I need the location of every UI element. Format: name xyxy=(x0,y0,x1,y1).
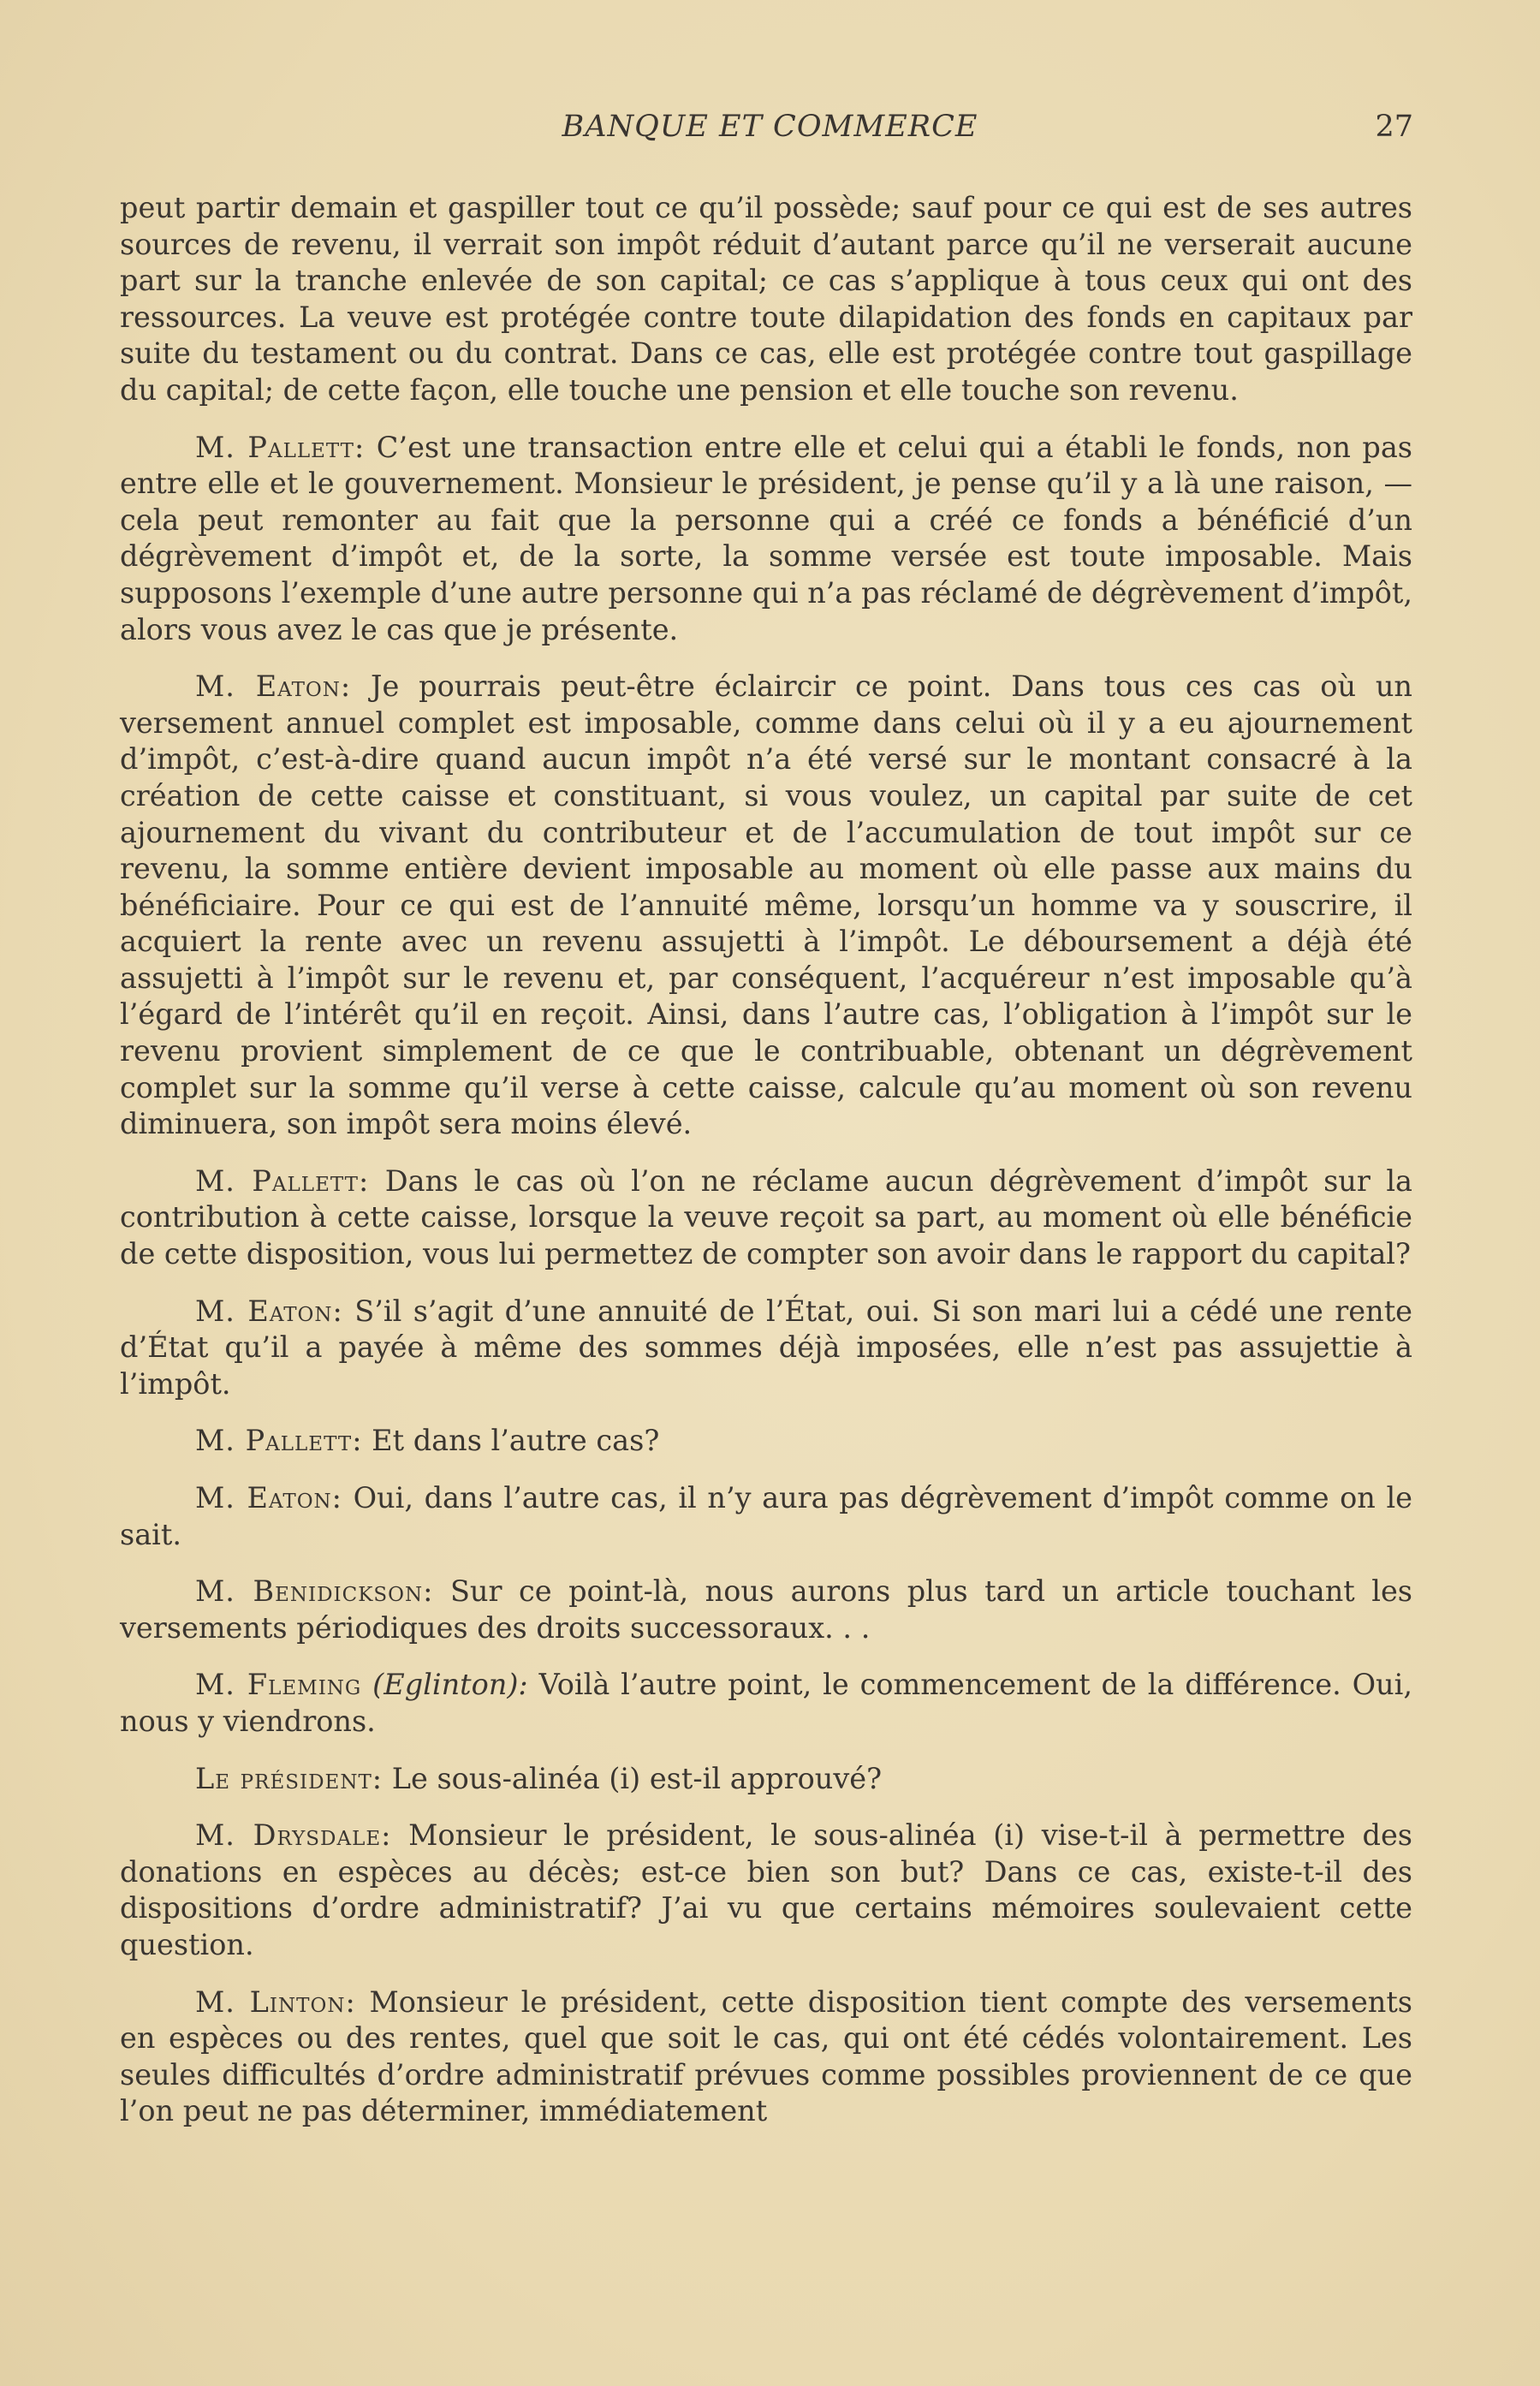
speaker-name: M. Pallett: xyxy=(195,1424,363,1458)
speaker-name: M. Linton: xyxy=(195,1984,356,2019)
speaker-name: Le président: xyxy=(195,1761,384,1795)
paragraph-text: peut partir demain et gaspiller tout ce qu’il possède; sauf pour ce qui est de ses autres sources de revenu, il verrait son impôt réduit d’autant parce qu’il ne verserait aucune part sur la tranche enlevée de son capital; ce cas s’applique à tous ceux qui ont des ressources. La veuve est protégée contre toute dilapidation des fonds en capitaux par suite du testament ou du contrat. Dans ce cas, elle est protégée contre tout gaspillage du capital; de cette façon, elle touche une pension et elle touche son revenu. xyxy=(120,191,1412,407)
paragraph-text: Oui, dans l’autre cas, il n’y aura pas dégrèvement d’impôt comme on le sait. xyxy=(120,1481,1412,1551)
document-body xyxy=(120,190,1412,2151)
speaker-name: M. Pallett: xyxy=(195,430,366,464)
paragraph xyxy=(120,1294,1412,1403)
paragraph-text: Et dans l’autre cas? xyxy=(372,1424,660,1458)
paragraph-text: Monsieur le président, cette disposition tient compte des versements en espèces ou des rentes, quel que soit le cas, qui ont été cédés volontairement. Les seules difficultés d’ordre administratif prévues comme possibles proviennent de ce que l’on peut ne pas déterminer, immédiatement xyxy=(120,1984,1412,2128)
paragraph xyxy=(120,669,1412,1143)
speaker-name: M. Eaton: xyxy=(195,1481,342,1514)
speaker-name: M. Fleming xyxy=(195,1668,362,1702)
speaker-name: M. Benidickson: xyxy=(195,1574,434,1609)
paragraph-text: Monsieur le président, le sous-alinéa (i) vise-t-il à permettre des donations en espèces au décès; est-ce bien son but? Dans ce cas, existe-t-il des dispositions d’ordre administratif? J’ai vu que certains mémoires soulevaient cette question. xyxy=(120,1818,1412,1961)
running-header xyxy=(0,110,1540,151)
paragraph xyxy=(120,190,1412,409)
paragraph-text: Le sous-alinéa (i) est-il approuvé? xyxy=(391,1761,883,1795)
paragraph xyxy=(120,1761,1412,1798)
speaker-name: M. Pallett: xyxy=(195,1163,370,1198)
paragraph xyxy=(120,1163,1412,1273)
speaker-name: M. Drysdale: xyxy=(195,1818,392,1853)
paragraph xyxy=(120,430,1412,649)
paragraph xyxy=(120,1667,1412,1740)
paragraph xyxy=(120,1818,1412,1963)
paragraph-text: Dans le cas où l’on ne réclame aucun dégrèvement d’impôt sur la contribution à cette caisse, lorsque la veuve reçoit sa part, au moment où elle bénéficie de cette disposition, vous lui permettez de compter son avoir dans le rapport du capital? xyxy=(120,1163,1413,1271)
paragraph-text: Voilà l’autre point, le commencement de la différence. Oui, nous y viendrons. xyxy=(120,1668,1412,1738)
paragraph xyxy=(120,1423,1412,1460)
paragraph-text: Je pourrais peut-être éclaircir ce point. Dans tous ces cas où un versement annuel complet est imposable, comme dans celui où il y a eu ajournement d’impôt, c’est-à-dire quand aucun impôt n’a été versé sur le montant consacré à la création de cette caisse et constituant, si vous voulez, un capital par suite de cet ajournement du vivant du contributeur et de l’accumulation de tout impôt sur ce revenu, la somme entière devient imposable au moment où elle passe aux mains du bénéficiaire. Pour ce qui est de l’annuité même, lorsqu’un homme va y souscrire, il acquiert la rente avec un revenu assujetti à l’impôt. Le déboursement a déjà été assujetti à l’impôt sur le revenu et, par conséquent, l’acquéreur n’est imposable qu’à l’égard de l’intérêt qu’il en reçoit. Ainsi, dans l’autre cas, l’obligation à l’impôt sur le revenu provient simplement de ce que le contribuable, obtenant un dégrèvement complet sur la somme qu’il verse à cette caisse, calcule qu’au moment où son revenu diminuera, son impôt sera moins élevé. xyxy=(120,669,1412,1141)
paragraph xyxy=(120,1984,1412,2130)
paragraph-text: S’il s’agit d’une annuité de l’État, oui. Si son mari lui a cédé une rente d’État qu’il a payée à même des sommes déjà imposées, elle n’est pas assujettie à l’impôt. xyxy=(120,1294,1412,1401)
paragraph xyxy=(120,1480,1412,1553)
speaker-name: M. Eaton: xyxy=(195,669,352,704)
speaker-name: M. Eaton: xyxy=(195,1294,343,1328)
paragraph-text: C’est une transaction entre elle et celui qui a établi le fonds, non pas entre elle et le gouvernement. Monsieur le président, je pense qu’il y a là une raison, — cela peut remonter au fait que la personne qui a créé ce fonds a bénéficié d’un dégrèvement d’impôt et, de la sorte, la somme versée est toute imposable. Mais supposons l’exemple d’une autre personne qui n’a pas réclamé de dégrèvement d’impôt, alors vous avez le cas que je présente. xyxy=(120,430,1412,646)
page-number: 27 xyxy=(1375,110,1413,144)
paragraph-text: Sur ce point-là, nous aurons plus tard un article touchant les versements périodiques des droits successoraux. . . xyxy=(120,1574,1412,1645)
speaker-riding: (Eglinton): xyxy=(372,1668,528,1702)
running-title: BANQUE ET COMMERCE xyxy=(562,110,978,144)
paragraph xyxy=(120,1574,1412,1646)
